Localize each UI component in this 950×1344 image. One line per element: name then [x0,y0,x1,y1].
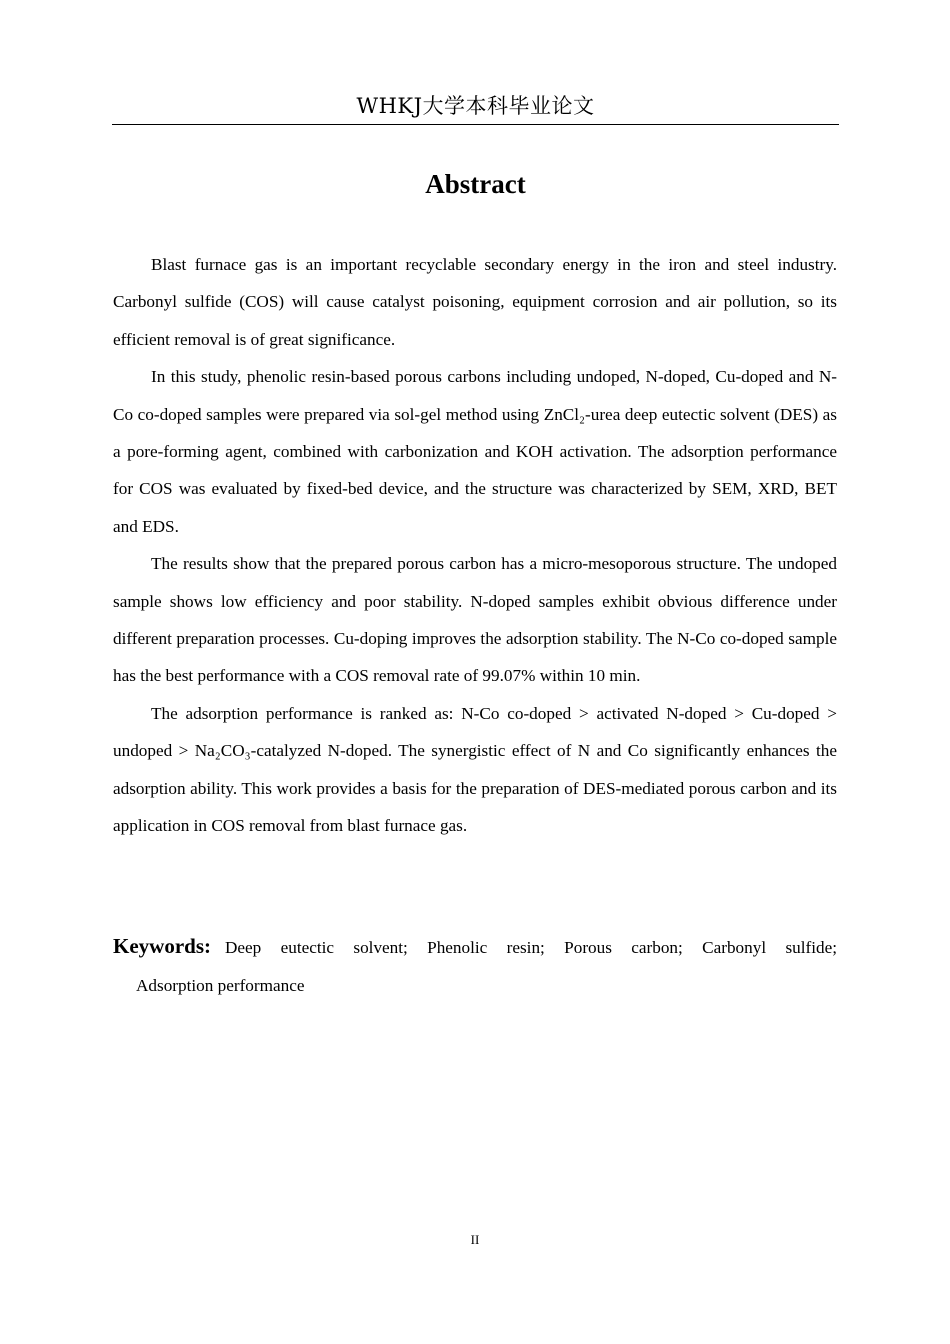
abstract-paragraph-4: The adsorption performance is ranked as: N-Co co-doped > activated N-doped > Cu-doped > undoped > Na₂CO₃-catalyzed N-doped. The synergistic effect of N and Co significantly enhances the adsorption ability. This work provides a basis for the preparation of DES-mediated porous carbon and its application in COS removal from blast furnace gas. [113,703,837,836]
keywords-list: Deep eutectic solvent; Phenolic resin; Porous carbon; Carbonyl sulfide; [225,938,837,957]
abstract-paragraph-1: Blast furnace gas is an important recyclable secondary energy in the iron and steel industry. Carbonyl sulfide (COS) will cause catalyst poisoning, equipment corrosion and air pollution, so its efficient removal is of great significance. [113,255,837,349]
abstract-paragraph-2: In this study, phenolic resin-based porous carbons including undoped, N-doped, Cu-doped and N-Co co-doped samples were prepared via sol-gel method using ZnCl₂-urea deep eutectic solvent (DES) as a pore-forming agent, combined with carbonization and KOH activation. The adsorption performance for COS was evaluated by fixed-bed device, and the structure was characterized by SEM, XRD, BET and EDS. [113,367,837,536]
abstract-paragraph-3: The results show that the prepared porous carbon has a micro-mesoporous structure. The undoped sample shows low efficiency and poor stability. N-doped samples exhibit obvious difference under different preparation processes. Cu-doping improves the adsorption stability. The N-Co co-doped sample has the best performance with a COS removal rate of 99.07% within 10 min. [113,554,837,686]
keywords-continuation: Adsorption performance [136,976,305,995]
header-rule [112,124,839,125]
abstract-body [113,246,837,845]
keywords-line [113,925,837,969]
page-number: II [470,1232,480,1247]
abstract-title: Abstract [425,169,526,199]
keywords-label: Keywords: [113,934,211,958]
running-header: WHKJ大学本科毕业论文 [356,94,595,118]
